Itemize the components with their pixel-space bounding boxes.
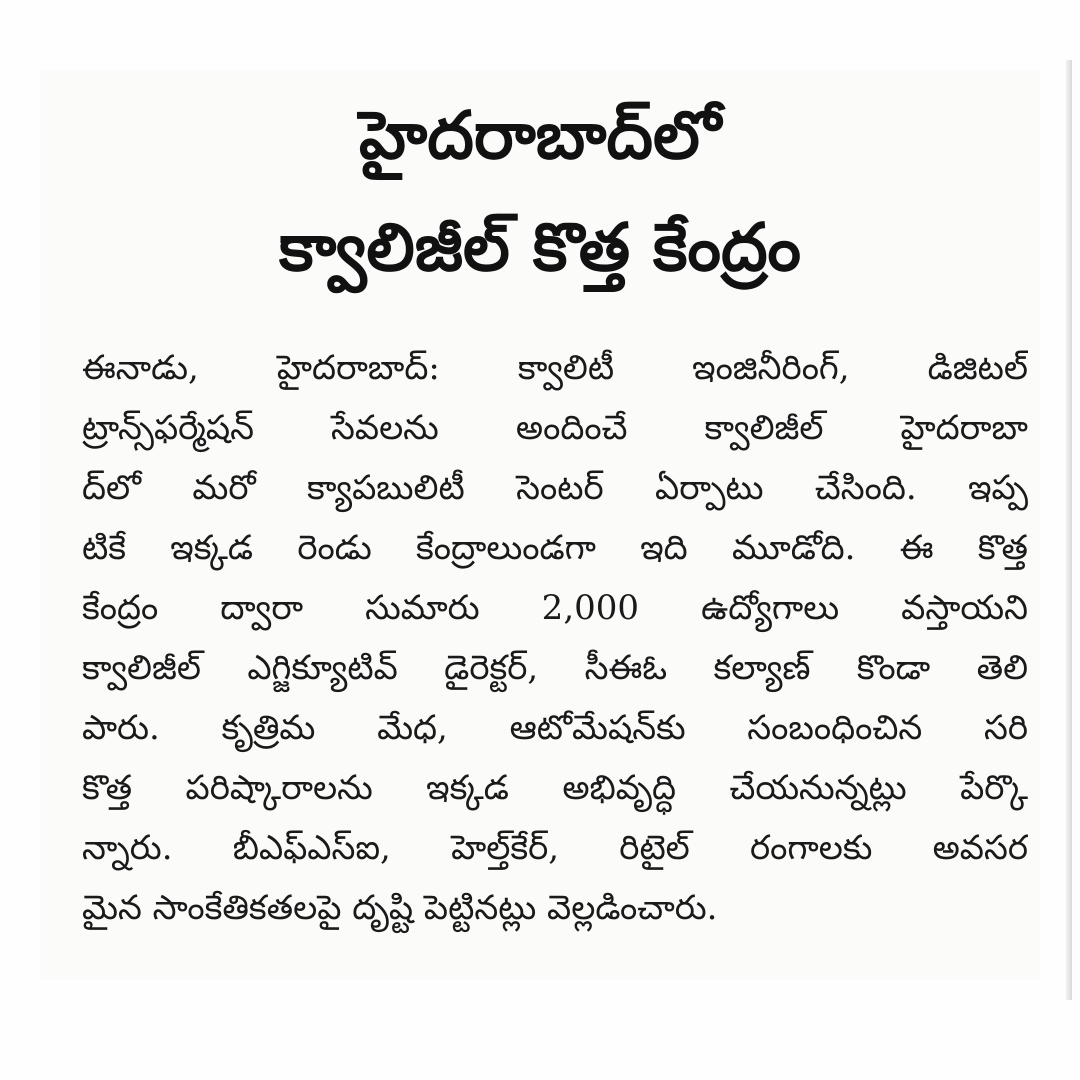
- article-headline: [40, 80, 1040, 304]
- body-line-5: కేంద్రం ద్వారా సుమారు 2,000 ఉద్యోగాలు వస్తాయని: [82, 588, 1028, 628]
- body-line-1: ఈనాడు, హైదరాబాద్: క్వాలిటీ ఇంజినీరింగ్, డిజిటల్: [82, 348, 1028, 388]
- body-line-9: న్నారు. బీఎఫ్ఎస్ఐ, హెల్త్‌కేర్, రిటైల్ రంగాలకు అవసర: [82, 828, 1028, 868]
- body-line-7: పారు. కృత్రిమ మేధ, ఆటోమేషన్‌కు సంబంధించిన సరి: [82, 708, 1028, 748]
- headline-line-1: హైదరాబాద్‌లో: [359, 97, 721, 174]
- headline-line-2: క్వాలిజీల్ కొత్త కేంద్రం: [278, 209, 801, 286]
- body-line-8: కొత్త పరిష్కారాలను ఇక్కడ అభివృద్ధి చేయనున్నట్లు పేర్కొ: [82, 768, 1028, 808]
- body-line-4: టికే ఇక్కడ రెండు కేంద్రాలుండగా ఇది మూడోది. ఈ కొత్త: [82, 528, 1028, 568]
- body-line-2: ట్రాన్స్‌ఫర్మేషన్ సేవలను అందించే క్వాలిజీల్ హైదరాబా: [82, 408, 1028, 448]
- page-edge: [1066, 60, 1072, 1000]
- body-line-6: క్వాలిజీల్ ఎగ్జిక్యూటివ్ డైరెక్టర్, సీఈఓ కల్యాణ్ కొండా తెలి: [82, 648, 1028, 688]
- article-body: [82, 338, 1028, 938]
- body-line-10: మైన సాంకేతికతలపై దృష్టి పెట్టినట్లు వెల్లడించారు.: [82, 888, 718, 928]
- body-line-3: ద్‌లో మరో క్యాపబులిటీ సెంటర్ ఏర్పాటు చేసింది. ఇప్ప: [82, 468, 1028, 508]
